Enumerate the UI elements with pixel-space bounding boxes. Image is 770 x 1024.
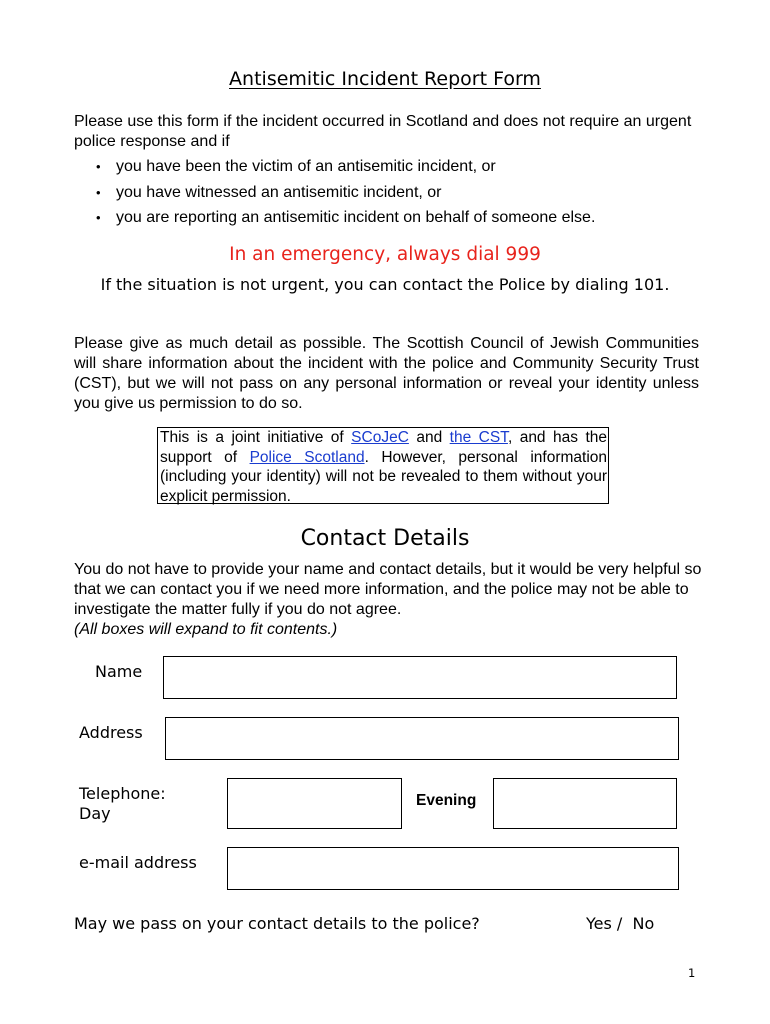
evening-telephone-field[interactable] bbox=[493, 778, 677, 829]
cst-link[interactable]: the CST bbox=[449, 429, 508, 446]
page-number: 1 bbox=[688, 966, 696, 980]
police-scotland-link[interactable]: Police Scotland bbox=[249, 448, 365, 466]
list-item: • you are reporting an antisemitic incident on behalf of someone else. bbox=[94, 208, 595, 234]
form-title: Antisemitic Incident Report Form bbox=[229, 68, 541, 90]
name-label: Name bbox=[95, 662, 143, 681]
non-urgent-notice: If the situation is not urgent, you can contact the Police by dialing 101. bbox=[100, 275, 670, 294]
name-field[interactable] bbox=[163, 656, 677, 699]
yes-no-choice[interactable]: Yes / No bbox=[586, 914, 655, 933]
address-field[interactable] bbox=[165, 717, 679, 760]
contact-intro-text: You do not have to provide your name and contact details, but it would be very helpful so that we can contact you if we need more information, and the police may not be able to investigate the matter fully if you do not agree. bbox=[74, 561, 702, 618]
joint-initiative-notice bbox=[157, 427, 609, 504]
pass-on-question: May we pass on your contact details to the police? bbox=[74, 914, 480, 933]
day-label: Day bbox=[79, 804, 111, 823]
intro-text: Please use this form if the incident occurred in Scotland and does not require an urgent police response and if bbox=[74, 113, 692, 150]
emergency-notice: In an emergency, always dial 999 bbox=[229, 244, 541, 265]
contact-details-heading: Contact Details bbox=[300, 526, 470, 551]
notice-text: , and has the support of bbox=[160, 429, 607, 466]
notice-text: This is a joint initiative of bbox=[160, 429, 352, 446]
address-label: Address bbox=[79, 723, 143, 742]
contact-intro bbox=[74, 560, 704, 640]
email-field[interactable] bbox=[227, 847, 679, 890]
telephone-label: Telephone: bbox=[79, 784, 166, 803]
scojec-link[interactable]: SCoJeC bbox=[351, 429, 409, 446]
notice-text: . However, personal information (including your identity) will not be revealed to them without your explicit permission. bbox=[160, 448, 607, 505]
day-telephone-field[interactable] bbox=[227, 778, 402, 829]
email-label: e-mail address bbox=[79, 853, 197, 872]
list-item: • you have witnessed an antisemitic incident, or bbox=[94, 183, 595, 209]
expand-note: (All boxes will expand to fit contents.) bbox=[74, 621, 338, 638]
list-item: • you have been the victim of an antisemitic incident, or bbox=[94, 157, 595, 183]
detail-paragraph: Please give as much detail as possible. The Scottish Council of Jewish Communities will share information about the incident with the police and Community Security Trust (CST), but we will not pass on any personal information or reveal your identity unless you give us permission to do so. bbox=[74, 335, 699, 412]
notice-text: and bbox=[408, 429, 450, 446]
bullet-list bbox=[94, 157, 595, 234]
evening-label: Evening bbox=[416, 792, 477, 809]
